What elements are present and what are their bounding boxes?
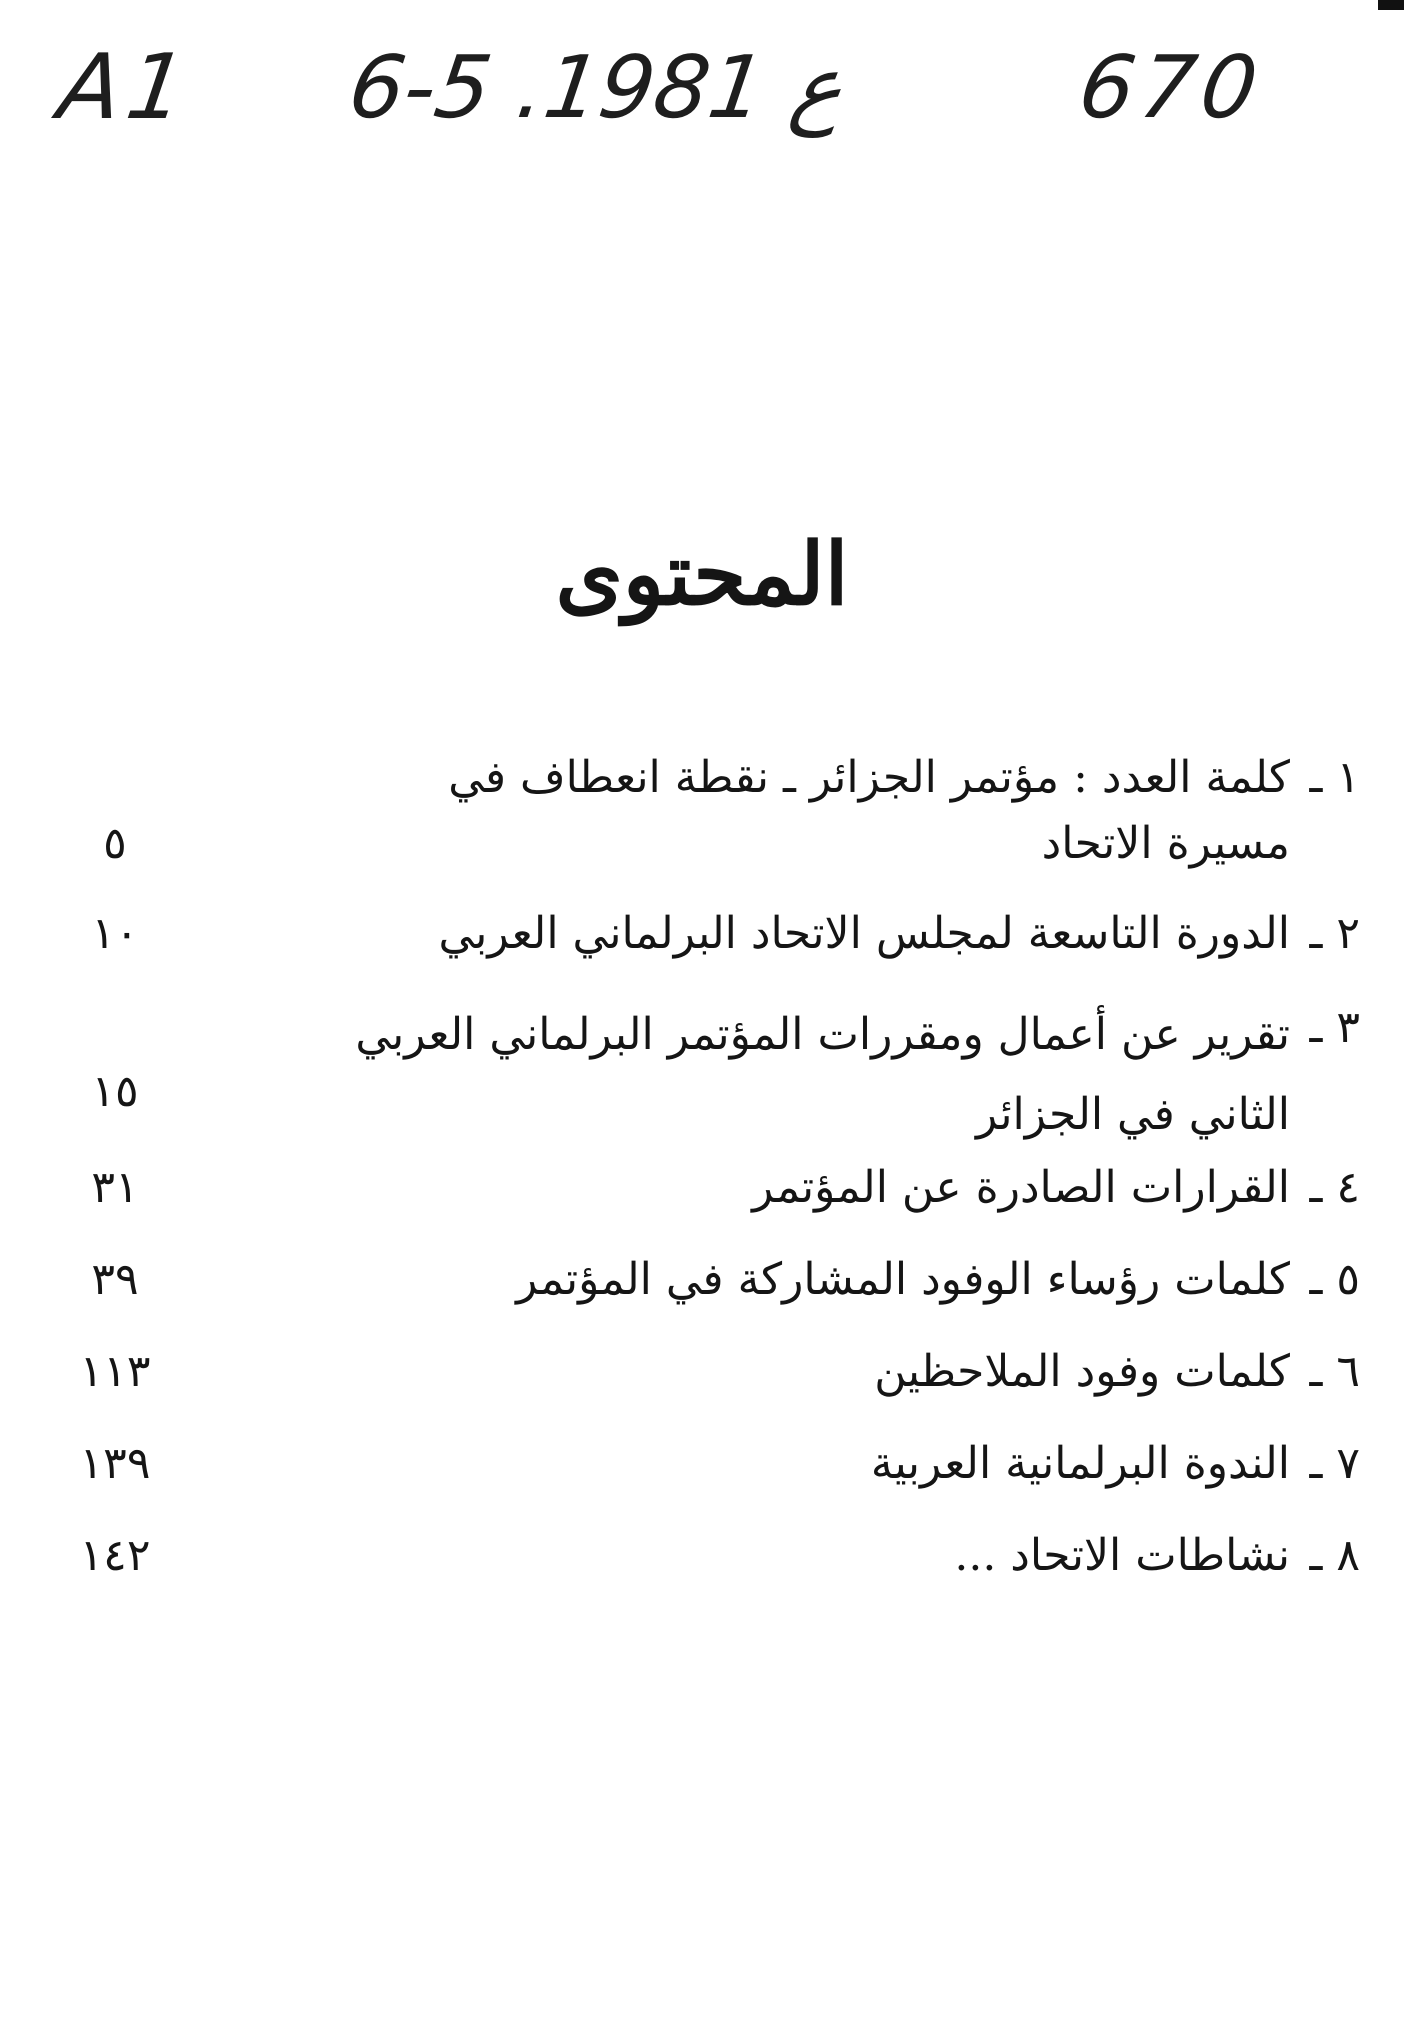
- annotation-date: 6-5 .ع 1981: [342, 38, 850, 138]
- toc-entry-page: ٣٩: [91, 1254, 139, 1305]
- toc-entry-number: ٥ ـ: [1309, 1254, 1360, 1305]
- toc-entry-number: ٧ ـ: [1309, 1438, 1360, 1489]
- item-number: 670: [1072, 38, 1270, 138]
- toc-entry-page: ١٤٢: [79, 1530, 151, 1581]
- table-of-contents: [60, 745, 1360, 1615]
- toc-entry-number: ٢ ـ: [1309, 908, 1360, 959]
- toc-entry-page: ١٥: [91, 1066, 139, 1117]
- toc-entry-number: ٤ ـ: [1309, 1162, 1360, 1213]
- toc-entry: [60, 1155, 1360, 1221]
- toc-entry-page: ٥: [103, 818, 127, 869]
- toc-entry-title: الندوة البرلمانية العربية: [870, 1438, 1290, 1489]
- toc-entry-page: ٣١: [91, 1162, 139, 1213]
- toc-entry: [60, 1339, 1360, 1405]
- toc-entry: [60, 995, 1360, 1140]
- toc-entry: [60, 1247, 1360, 1313]
- toc-entry: [60, 1523, 1360, 1589]
- toc-entry-title: كلمات وفود الملاحظين: [874, 1346, 1290, 1397]
- toc-entry: [60, 745, 1360, 877]
- toc-entry-title: نشاطات الاتحاد ...: [954, 1530, 1290, 1581]
- toc-entry-number: ١ ـ: [1309, 752, 1360, 803]
- toc-entry-number: ٨ ـ: [1309, 1530, 1360, 1581]
- toc-entry: [60, 1431, 1360, 1497]
- toc-entry-title: الدورة التاسعة لمجلس الاتحاد البرلماني العربي: [438, 908, 1290, 959]
- toc-entry-title: كلمة العدد : مؤتمر الجزائر ـ نقطة انعطاف في مسيرة الاتحاد: [448, 752, 1290, 869]
- toc-entry-page: ١٣٩: [79, 1438, 151, 1489]
- toc-entry-title: تقرير عن أعمال ومقررات المؤتمر البرلماني العربي الثاني في الجزائر: [355, 1009, 1290, 1140]
- page-title: المحتوى: [555, 524, 849, 625]
- handwritten-annotation: [52, 35, 1300, 148]
- toc-entry-number: ٦ ـ: [1309, 1346, 1360, 1397]
- archive-code: A1: [52, 35, 199, 140]
- toc-entry-page: ١١٣: [79, 1346, 151, 1397]
- scan-edge-mark: [1378, 0, 1404, 10]
- toc-entry-title: كلمات رؤساء الوفود المشاركة في المؤتمر: [516, 1254, 1290, 1305]
- toc-entry-title: القرارات الصادرة عن المؤتمر: [752, 1162, 1290, 1213]
- toc-entry: [60, 901, 1360, 967]
- toc-entry-page: ١٠: [91, 908, 139, 959]
- toc-entry-number: ٣ ـ: [1309, 1002, 1360, 1053]
